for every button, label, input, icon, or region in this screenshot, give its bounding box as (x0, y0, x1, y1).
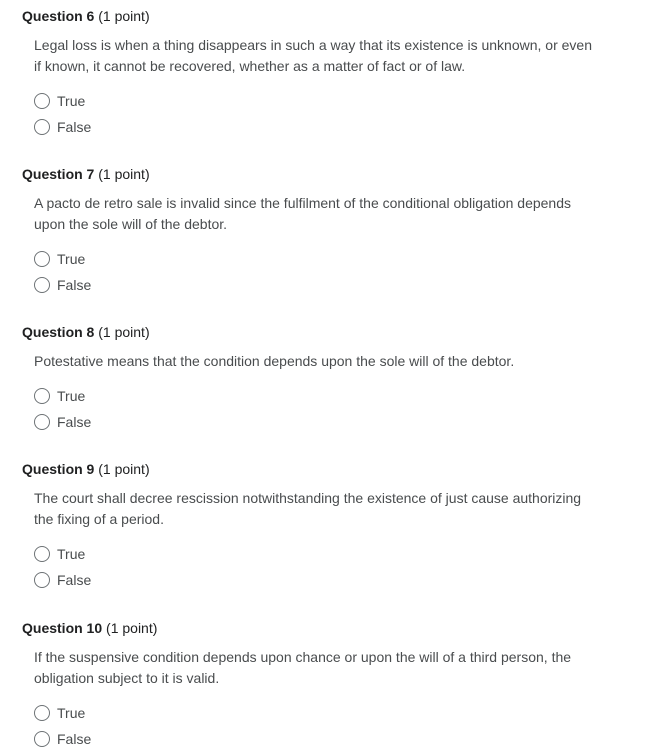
option-label: False (57, 731, 92, 747)
option-true[interactable] (34, 88, 334, 114)
question-number: Question 10 (22, 620, 103, 636)
option-label: False (57, 119, 92, 135)
question-points: (1 point) (98, 461, 150, 477)
option-label: True (57, 705, 86, 721)
answer-options (34, 541, 334, 593)
radio-button-icon[interactable] (34, 388, 50, 404)
answer-options (34, 88, 334, 140)
question-number: Question 9 (22, 461, 95, 477)
question-text: Legal loss is when a thing disappears in such a way that its existence is unknown, or even if known, it cannot be recovered, whether as a matter of fact or of law. (34, 37, 592, 74)
question-title (22, 619, 157, 637)
question-points: (1 point) (98, 8, 150, 24)
answer-options (34, 383, 334, 435)
question-text: If the suspensive condition depends upon chance or upon the will of a third person, the obligation subject to it is valid. (34, 649, 572, 686)
option-label: True (57, 251, 86, 267)
question-text: Potestative means that the condition depends upon the sole will of the debtor. (34, 353, 515, 369)
option-false[interactable] (34, 114, 334, 140)
option-true[interactable] (34, 246, 334, 272)
option-true[interactable] (34, 383, 334, 409)
option-label: True (57, 93, 86, 109)
option-label: True (57, 388, 86, 404)
radio-button-icon[interactable] (34, 414, 50, 430)
option-label: False (57, 277, 92, 293)
option-false[interactable] (34, 272, 334, 298)
answer-options (34, 700, 334, 752)
question-title (22, 165, 150, 183)
radio-button-icon[interactable] (34, 251, 50, 267)
option-false[interactable] (34, 726, 334, 752)
option-label: True (57, 546, 86, 562)
radio-button-icon[interactable] (34, 731, 50, 747)
option-true[interactable] (34, 700, 334, 726)
question-points: (1 point) (98, 324, 150, 340)
radio-button-icon[interactable] (34, 546, 50, 562)
question-points: (1 point) (98, 166, 150, 182)
question-number: Question 7 (22, 166, 95, 182)
question-text: The court shall decree rescission notwithstanding the existence of just cause authorizing the fixing of a period. (34, 490, 582, 527)
question-points: (1 point) (106, 620, 158, 636)
question-title (22, 7, 150, 25)
option-label: False (57, 414, 92, 430)
radio-button-icon[interactable] (34, 277, 50, 293)
radio-button-icon[interactable] (34, 572, 50, 588)
question-text: A pacto de retro sale is invalid since the fulfilment of the conditional obligation depends upon the sole will of the debtor. (34, 195, 572, 232)
option-false[interactable] (34, 567, 334, 593)
option-true[interactable] (34, 541, 334, 567)
answer-options (34, 246, 334, 298)
radio-button-icon[interactable] (34, 93, 50, 109)
question-title (22, 460, 150, 478)
question-number: Question 6 (22, 8, 95, 24)
option-false[interactable] (34, 409, 334, 435)
radio-button-icon[interactable] (34, 119, 50, 135)
radio-button-icon[interactable] (34, 705, 50, 721)
question-number: Question 8 (22, 324, 95, 340)
option-label: False (57, 572, 92, 588)
question-title (22, 323, 150, 341)
